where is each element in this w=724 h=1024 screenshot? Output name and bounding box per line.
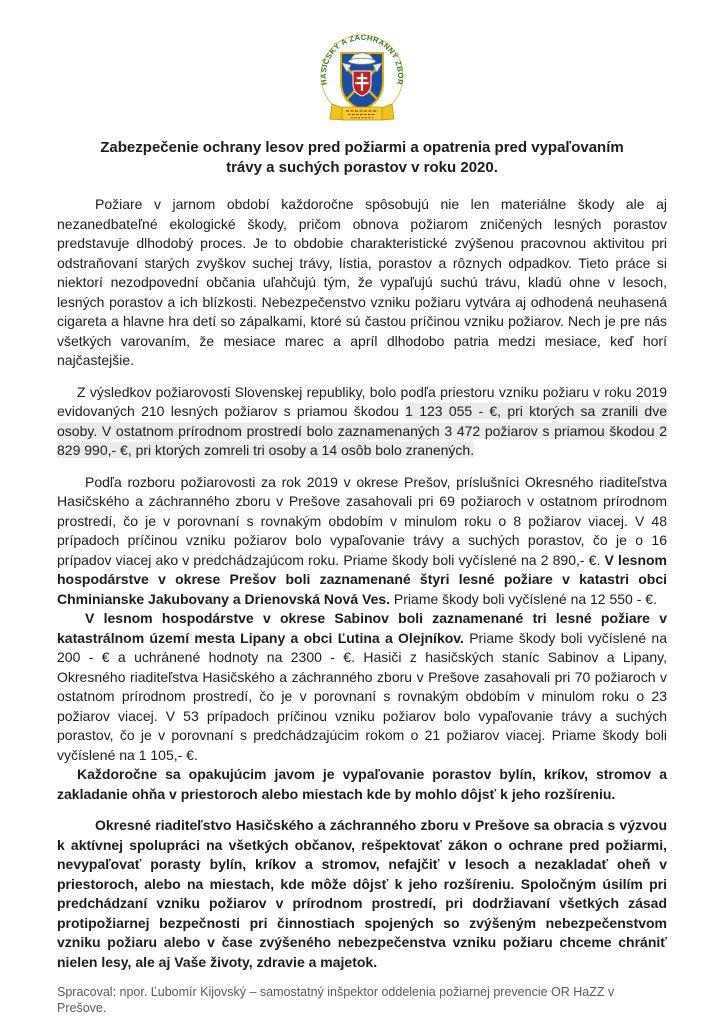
text-run: Okresné riaditeľstvo Hasičského a záchranného zboru v Prešove sa obracia s výzvou k aktívnej spolupráci na všetkých občanov, rešpektovať zákon o ochrane pred požiarmi, nevypaľovať porasty bylín, kríkov a stromov, nefajčiť v lesoch a nezakladať oheň v priestoroch, alebo na miestach, kde môže dôjsť k jeho rozšíreniu. Spoločným úsilím pri predchádzaní vzniku požiarov v prírodnom prostredí, pri dodržiavaní všetkých zásad protipožiarnej bezpečnosti pri činnostiach spojených so zvýšeným nebezpečenstvom vzniku požiaru alebo v čase zvýšeného nebezpečenstva vzniku požiaru chceme chrániť nielen lesy, ale aj Vaše životy, zdravie a majetok. (57, 817, 667, 970)
double-cross-icon (353, 71, 371, 96)
paragraph-statistics-slovakia (57, 383, 667, 461)
hazz-logo-emblem (306, 32, 418, 132)
text-run: Podľa rozboru požiarovosti za rok 2019 v okrese Prešov, príslušníci Okresného riaditeľstva Hasičského a záchranného zboru v Prešove zasahovali pri 69 požiaroch v ostatnom prírodnom prostredí, čo je v porovnaní s rovnakým obdobím v minulom roku o 8 požiarov viacej. V 48 prípadoch príčinou vzniku požiarov bolo vypaľovanie trávy a suchých porastov, čo je o 16 prípadov viacej ako v predchádzajúcom roku. Priame škody boli vyčíslené na 2 890,- €. (57, 473, 667, 568)
paragraph-intro (57, 195, 667, 371)
paragraph-presov-district (57, 473, 667, 610)
paragraph-appeal (57, 816, 667, 972)
document-title-line2: trávy a suchých porastov v roku 2020. (226, 159, 498, 176)
paragraph-sabinov-district (57, 609, 667, 765)
text-run: Priame škody boli vyčíslené na 12 550 - €. (390, 590, 657, 607)
paragraph-annual-warning (57, 765, 667, 804)
document-body (57, 195, 667, 972)
document-title (57, 138, 667, 178)
text-run: 1 123 055 - €, pri ktorých sa zranili dve osoby. V ostatnom prírodnom prostredí bolo zaznamenaných 3 472 požiarov s priamou škodou 2 829 990,- €, pri ktorých zomreli tri osoby a 14 osôb bolo zranených. (57, 403, 667, 458)
hazz-logo (57, 32, 667, 132)
logo-ring-text: HASIČSKÝ A ZÁCHRANNÝ ZBOR (318, 32, 406, 86)
document-title-line1: Zabezpečenie ochrany lesov pred požiarmi a opatrenia pred vypaľovaním (100, 139, 624, 156)
text-run: Priame škody boli vyčíslené na 200 - € a uchránené hodnoty na 2300 - €. Hasiči z hasičských staníc Sabinov a Lipany, Okresného riaditeľstva Hasičského a záchranného zboru v Prešove zasahovali pri 70 požiaroch v ostatnom prírodnom prostredí, čo je v porovnaní s rovnakým obdobím v minulom roku o 23 požiarov viacej. V 53 prípadoch príčinou vzniku požiarov bolo vypaľovanie trávy a suchých porastov, čo je v porovnaní s predchádzajúcim rokom o 21 požiarov viacej. Priame škody boli vyčíslené na 1 105,- €. (57, 629, 667, 763)
text-run: Každoročne sa opakujúcim javom je vypaľovanie porastov bylín, kríkov, stromov a zakladanie ohňa v priestoroch alebo miestach kde by mohlo dôjsť k jeho rozšíreniu. (57, 766, 667, 802)
text-run: Požiare v jarnom období každoročne spôsobujú nie len materiálne škody ale aj nezanedbateľné ekologické škody, pričom obnova požiarom zničených lesných porastov predstavuje dlhodobý proces. Je to obdobie charakteristické zvýšenou pracovnou aktivitou pri odstraňovaní starých zvyškov suchej trávy, lístia, porastov a rôznych odpadkov. Tieto práce si niektorí nezodpovední občania uľahčujú tým, že vypaľujú suchú trávu, kladú ohne v lesoch, lesných porastov a ich blízkosti. Nebezpečenstvo vzniku požiaru vytvára aj odhodená neuhasená cigareta a hlavne hra detí so zápalkami, ktoré sú častou príčinou vzniku požiarov. Nech je pre nás všetkých varovaním, že mesiace marec a apríl dlhodobo patria medzi mesiace, keď horí najčastejšie. (57, 196, 667, 368)
footer-author-line: Spracoval: npor. Ľubomír Kijovský – samostatný inšpektor oddelenia požiarnej prevencie OR HaZZ v Prešove. (57, 985, 615, 1015)
text-run: V lesnom hospodárstve v okrese Sabinov boli zaznamenané tri lesné požiare v katastrálnom území mesta Lipany a obci Ľutina a Olejníkov. (57, 610, 667, 646)
text-run: Z výsledkov požiarovosti Slovenskej republiky, bolo podľa priestoru vzniku požiaru v roku 2019 evidovaných 210 lesných požiarov s priamou škodou (57, 383, 667, 419)
text-run: V lesnom hospodárstve v okrese Prešov boli zaznamenané štyri lesné požiare v katastri obci Chminianske Jakubovany a Drienovská Nová Ves. (57, 551, 667, 607)
